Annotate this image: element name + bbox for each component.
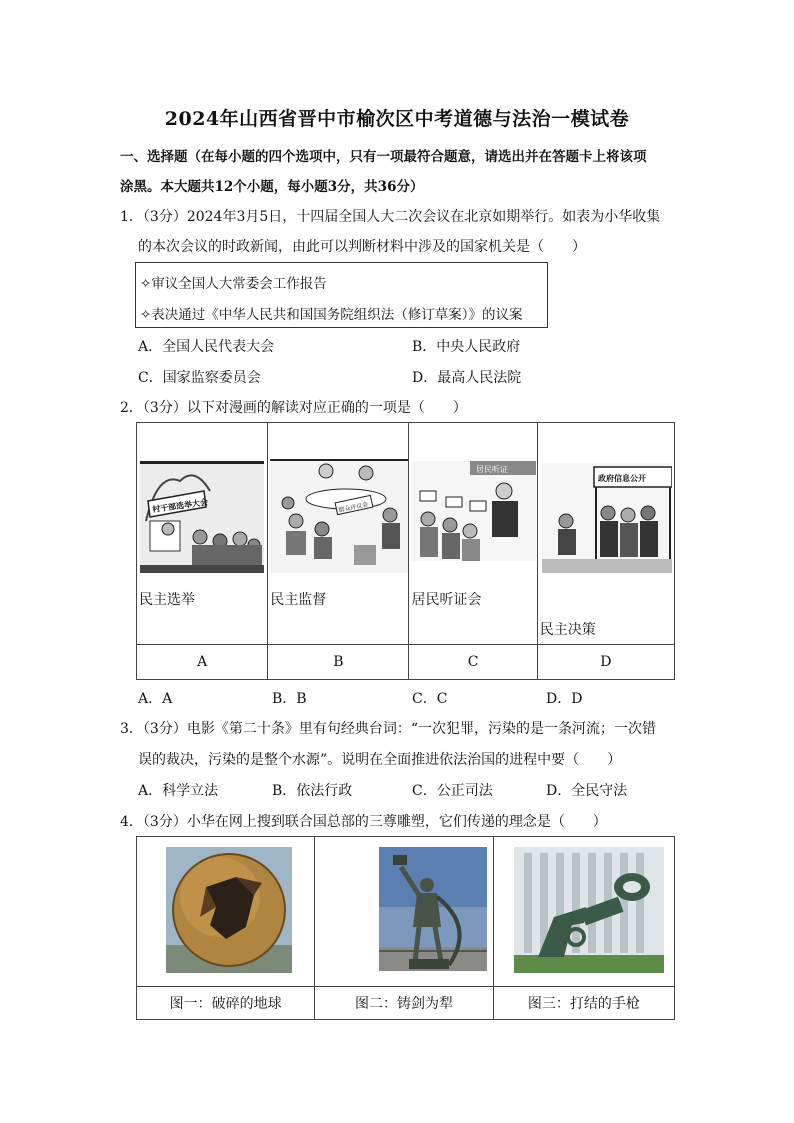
q2-letter-b: B bbox=[268, 645, 409, 680]
q3-option-b[interactable]: B．依法行政 bbox=[272, 783, 353, 799]
swords-to-plowshares-image bbox=[379, 847, 487, 971]
q2-letter-c: C bbox=[409, 645, 537, 680]
q2-cell-label: 民主选举 bbox=[139, 592, 195, 608]
q3-option-c[interactable]: C．公正司法 bbox=[412, 783, 493, 799]
q1-option-c[interactable]: C．国家监察委员会 bbox=[138, 370, 261, 386]
q4-caption-2: 图二：铸剑为犁 bbox=[315, 987, 493, 1020]
q2-option-c[interactable]: C．C bbox=[412, 691, 448, 707]
cartoon-hearing-image bbox=[412, 461, 536, 561]
cartoon-hearing-sign: 居民听证 bbox=[476, 465, 509, 474]
q3-option-d[interactable]: D．全民守法 bbox=[546, 783, 628, 799]
q1-news-box bbox=[135, 262, 548, 328]
exam-title: 2024年山西省晋中市榆次区中考道德与法治一模试卷 bbox=[164, 108, 630, 130]
q2-cell-d bbox=[537, 423, 674, 645]
q4-cell-3 bbox=[493, 837, 674, 987]
cartoon-sign-text: 群众评议会 bbox=[338, 501, 370, 515]
q2-letter-a: A bbox=[137, 645, 268, 680]
q2-cell-label: 民主决策 bbox=[539, 622, 596, 638]
q4-caption-3: 图三：打结的手枪 bbox=[493, 987, 674, 1020]
knotted-gun-image bbox=[514, 847, 664, 973]
q4-caption-1: 图一：破碎的地球 bbox=[137, 987, 315, 1020]
section-instructions-line1: 一、选择题（在每小题的四个选项中，只有一项最符合题意，请选出并在答题卡上将该项 bbox=[120, 149, 647, 165]
q3-option-a[interactable]: A．科学立法 bbox=[138, 783, 219, 799]
q1-news-item: ✧审议全国人大常委会工作报告 bbox=[140, 276, 327, 292]
q2-option-b[interactable]: B．B bbox=[272, 691, 307, 707]
broken-globe-image bbox=[166, 847, 292, 973]
cartoon-decision-image bbox=[542, 463, 672, 573]
q2-cell-a bbox=[137, 423, 268, 645]
q2-letter-d: D bbox=[537, 645, 674, 680]
q2-cell-label: 居民听证会 bbox=[411, 592, 482, 608]
q4-cell-2 bbox=[315, 837, 493, 987]
q1-option-a[interactable]: A．全国人民代表大会 bbox=[138, 339, 275, 355]
q2-cell-label: 民主监督 bbox=[270, 592, 327, 608]
q1-option-d[interactable]: D．最高人民法院 bbox=[412, 370, 522, 386]
q4-stem: 4．（3分）小华在网上搜到联合国总部的三尊雕塑，它们传递的理念是（ ） bbox=[120, 814, 607, 830]
q2-cell-c bbox=[409, 423, 537, 645]
q2-cartoon-table bbox=[136, 422, 675, 680]
cartoon-banner-text: 村干部选举大会 bbox=[151, 497, 209, 515]
q3-stem-line2: 误的裁决，污染的是整个水源”。说明在全面推进依法治国的进程中要（ ） bbox=[138, 752, 622, 768]
q2-option-a[interactable]: A．A bbox=[138, 691, 173, 707]
q1-option-b[interactable]: B．中央人民政府 bbox=[412, 339, 521, 355]
cartoon-supervision-image bbox=[270, 459, 408, 573]
q2-cell-b bbox=[268, 423, 409, 645]
section-instructions-line2: 涂黑。本大题共12个小题，每小题3分，共36分） bbox=[120, 179, 424, 195]
q1-stem-line2: 的本次会议的时政新闻，由此可以判断材料中涉及的国家机关是（ ） bbox=[138, 239, 586, 255]
q4-cell-1 bbox=[137, 837, 315, 987]
q1-news-item: ✧表决通过《中华人民共和国国务院组织法（修订草案）》的议案 bbox=[140, 307, 523, 323]
q1-stem-line1: 1．（3分）2024年3月5日，十四届全国人大二次会议在北京如期举行。如表为小华收集 bbox=[120, 209, 661, 225]
cartoon-notice-text: 政府信息公开 bbox=[597, 474, 646, 483]
q2-option-d[interactable]: D．D bbox=[546, 691, 583, 707]
cartoon-election-image bbox=[140, 461, 264, 573]
q3-stem-line1: 3．（3分）电影《第二十条》里有句经典台词：“一次犯罪，污染的是一条河流；一次错 bbox=[120, 721, 656, 737]
q2-stem: 2．（3分）以下对漫画的解读对应正确的一项是（ ） bbox=[120, 400, 467, 416]
q4-sculpture-table bbox=[136, 836, 675, 1020]
